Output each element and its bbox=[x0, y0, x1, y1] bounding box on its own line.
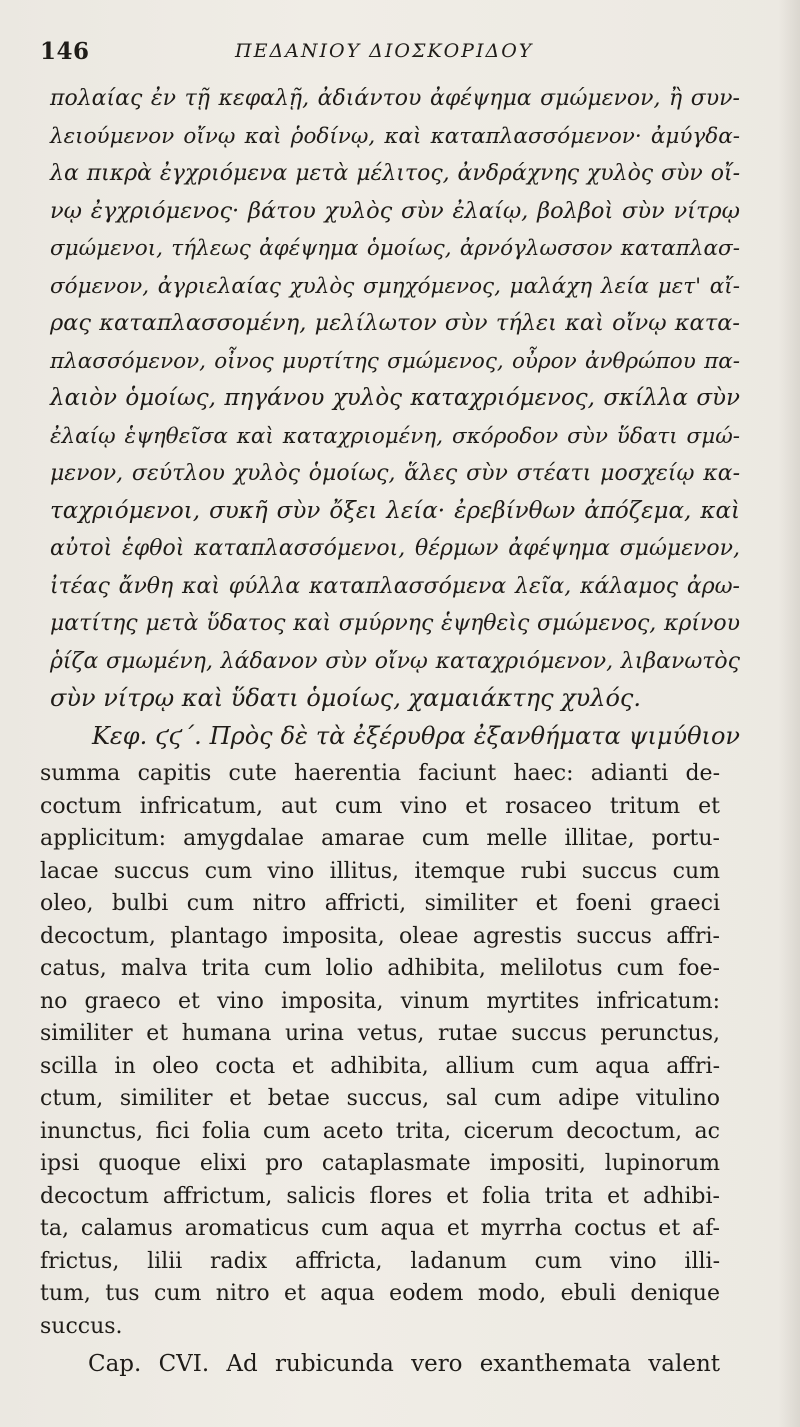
greek-line: λαιὸν ὁμοίως, πηγάνου χυλὸς καταχριόμενος, σκίλλα σὺν bbox=[50, 385, 740, 411]
greek-line: πολαίας ἐν τῇ κεφαλῇ, ἀδιάντου ἀφέψημα σμώμενον, ἢ συν- bbox=[50, 86, 740, 111]
latin-line: ctum, similiter et betae succus, sal cum adipe vitulino bbox=[40, 1086, 720, 1111]
latin-line: lacae succus cum vino illitus, itemque rubi succus cum bbox=[40, 858, 720, 884]
page-number: 146 bbox=[40, 38, 90, 65]
latin-chapter-heading-line: Cap. CVI. Ad rubicunda vero exanthemata valent bbox=[88, 1351, 720, 1377]
running-title: ΠΕΔΑΝΙΟΥ ΔΙΟΣΚΟΡΙΔΟΥ bbox=[235, 40, 534, 62]
latin-line: ipsi quoque elixi pro cataplasmate impositi, lupinorum bbox=[40, 1151, 720, 1176]
latin-line: ta, calamus aromaticus cum aqua et myrrha coctus et af- bbox=[40, 1216, 720, 1241]
greek-line: ρας καταπλασσομένη, μελίλωτον σὺν τήλει καὶ οἴνῳ κατα- bbox=[50, 310, 740, 336]
latin-line: oleo, bulbi cum nitro affricti, similiter et foeni graeci bbox=[40, 891, 720, 916]
greek-line: πλασσόμενον, οἶνος μυρτίτης σμώμενος, οὖρον ἀνθρώπου πα- bbox=[50, 348, 740, 374]
latin-line: applicitum: amygdalae amarae cum melle illitae, portu- bbox=[40, 826, 720, 851]
greek-line: λειούμενον οἴνῳ καὶ ῥοδίνῳ, καὶ καταπλασσόμενον· ἀμύγδα- bbox=[50, 123, 740, 149]
greek-line: σόμενον, ἀγριελαίας χυλὸς σμηχόμενος, μαλάχη λεία μετ' αἴ- bbox=[50, 273, 740, 299]
greek-line: μενον, σεύτλου χυλὸς ὁμοίως, ἅλες σὺν στέατι μοσχείῳ κα- bbox=[50, 461, 740, 486]
latin-line: summa capitis cute haerentia faciunt haec: adianti de- bbox=[40, 761, 720, 786]
latin-line: frictus, lilii radix affricta, ladanum cum vino illi- bbox=[40, 1248, 720, 1274]
latin-line: no graeco et vino imposita, vinum myrtites infricatum: bbox=[40, 988, 720, 1014]
greek-line: σμώμενοι, τήλεως ἀφέψημα ὁμοίως, ἀρνόγλωσσον καταπλασ- bbox=[50, 236, 740, 261]
greek-line: ῥίζα σμωμένη, λάδανον σὺν οἴνῳ καταχριόμενον, λιβανωτὸς bbox=[50, 648, 740, 674]
greek-chapter-heading-line: Κεφ. ϛϛ´. Πρὸς δὲ τὰ ἐξέρυθρα ἐξανθήματα ψιμύθιον bbox=[92, 721, 740, 750]
latin-line: catus, malva trita cum lolio adhibita, melilotus cum foe- bbox=[40, 956, 720, 981]
latin-line: decoctum, plantago imposita, oleae agrestis succus affri- bbox=[40, 923, 720, 949]
latin-line: succus. bbox=[40, 1313, 123, 1339]
greek-line: ἐλαίῳ ἑψηθεῖσα καὶ καταχριομένη, σκόροδον σὺν ὕδατι σμώ- bbox=[50, 423, 740, 449]
greek-line: σὺν νίτρῳ καὶ ὕδατι ὁμοίως, χαμαιάκτης χυλός. bbox=[50, 684, 641, 712]
latin-line: similiter et humana urina vetus, rutae succus perunctus, bbox=[40, 1021, 720, 1046]
greek-line: ματίτης μετὰ ὕδατος καὶ σμύρνης ἑψηθεὶς σμώμενος, κρίνου bbox=[50, 611, 740, 636]
greek-line: λα πικρὰ ἐγχριόμενα μετὰ μέλιτος, ἀνδράχνης χυλὸς σὺν οἴ- bbox=[50, 161, 740, 186]
greek-text-block bbox=[50, 80, 740, 755]
page-edge-shadow bbox=[778, 0, 800, 1427]
latin-line: tum, tus cum nitro et aqua eodem modo, ebuli denique bbox=[40, 1281, 720, 1306]
latin-line: coctum infricatum, aut cum vino et rosaceo tritum et bbox=[40, 793, 720, 819]
page-header bbox=[40, 38, 760, 68]
latin-text-block bbox=[40, 758, 720, 1381]
latin-line: decoctum affrictum, salicis flores et folia trita et adhibi- bbox=[40, 1183, 720, 1209]
greek-line: νῳ ἐγχριόμενος· βάτου χυλὸς σὺν ἐλαίῳ, βολβοὶ σὺν νίτρῳ bbox=[50, 197, 740, 224]
greek-line: ἰτέας ἄνθη καὶ φύλλα καταπλασσόμενα λεῖα, κάλαμος ἀρω- bbox=[50, 573, 740, 599]
greek-line: ταχριόμενοι, συκῆ σὺν ὄξει λεία· ἐρεβίνθων ἀπόζεμα, καὶ bbox=[50, 497, 740, 524]
greek-line: αὐτοὶ ἑφθοὶ καταπλασσόμενοι, θέρμων ἀφέψημα σμώμενον, bbox=[50, 536, 740, 561]
latin-line: inunctus, fici folia cum aceto trita, cicerum decoctum, ac bbox=[40, 1118, 720, 1144]
latin-line: scilla in oleo cocta et adhibita, allium cum aqua affri- bbox=[40, 1053, 720, 1079]
